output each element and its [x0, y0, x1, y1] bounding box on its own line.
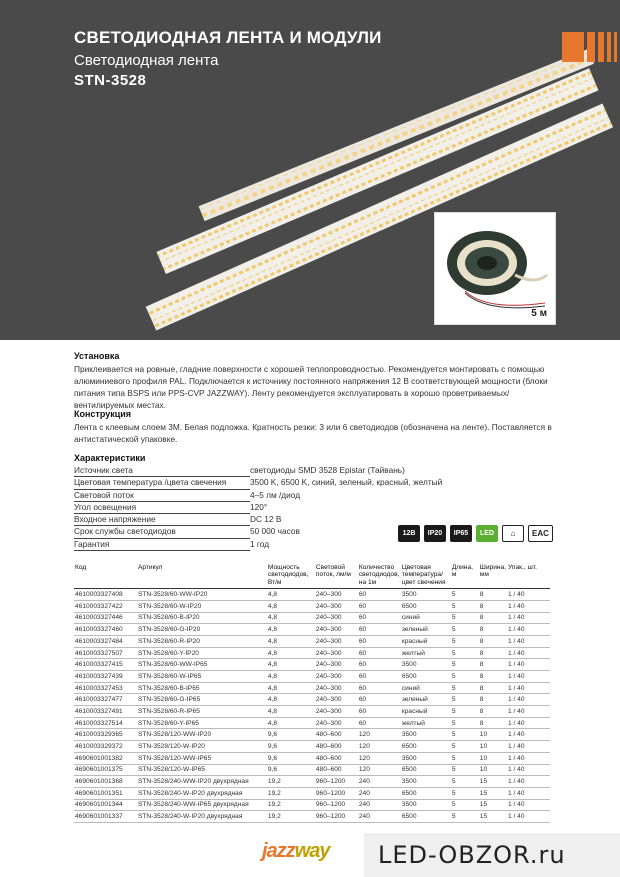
table-cell: 60 — [358, 694, 401, 706]
table-header-row — [74, 562, 550, 589]
table-cell: 10 — [479, 764, 507, 776]
table-cell: 4610003329372 — [74, 741, 137, 753]
table-cell: 6500 — [401, 811, 451, 823]
table-cell: 4610003327484 — [74, 635, 137, 647]
reel-length-label: 5 м — [531, 308, 547, 319]
table-row — [74, 635, 550, 647]
spec-label: Световой поток — [74, 490, 250, 502]
spec-value: DC 12 В — [250, 514, 282, 525]
table-body — [74, 589, 550, 823]
table-cell: 6500 — [401, 764, 451, 776]
table-cell: STN-3528/60-G-IP65 — [137, 694, 267, 706]
table-row — [74, 659, 550, 671]
spec-value: 120° — [250, 501, 268, 512]
table-row — [74, 729, 550, 741]
table-row — [74, 612, 550, 624]
table-cell: 240–300 — [315, 671, 358, 683]
table-cell: 1 / 40 — [507, 671, 550, 683]
eac-mark-icon: EAC — [528, 525, 553, 542]
table-cell: желтый — [401, 717, 451, 729]
table-cell: 3500 — [401, 729, 451, 741]
table-cell: 960–1200 — [315, 811, 358, 823]
table-cell: 8 — [479, 659, 507, 671]
table-cell: 5 — [451, 741, 479, 753]
page-subtitle: Светодиодная лента — [74, 52, 219, 69]
table-cell: 240–300 — [315, 682, 358, 694]
table-cell: 9,6 — [267, 729, 315, 741]
table-cell: STN-3528/60-B-IP20 — [137, 612, 267, 624]
table-cell: 240 — [358, 776, 401, 788]
table-cell: 8 — [479, 589, 507, 601]
table-row — [74, 647, 550, 659]
table-row — [74, 624, 550, 636]
table-cell: STN-3528/60-Y-IP65 — [137, 717, 267, 729]
table-cell: 240–300 — [315, 647, 358, 659]
table-cell: STN-3528/120-WW-IP20 — [137, 729, 267, 741]
spec-value: светодиоды SMD 3528 Epistar (Тайвань) — [250, 465, 405, 475]
table-cell: 1 / 40 — [507, 811, 550, 823]
table-cell: 1 / 40 — [507, 764, 550, 776]
table-row — [74, 671, 550, 683]
table-cell: 5 — [451, 659, 479, 671]
table-cell: 15 — [479, 811, 507, 823]
table-row — [74, 799, 550, 811]
table-cell: 4690601001368 — [74, 776, 137, 788]
table-cell: 4,8 — [267, 647, 315, 659]
table-cell: 60 — [358, 612, 401, 624]
table-cell: 1 / 40 — [507, 741, 550, 753]
table-cell: 60 — [358, 647, 401, 659]
table-cell: 240 — [358, 811, 401, 823]
table-cell: 8 — [479, 717, 507, 729]
table-cell: 4690601001375 — [74, 764, 137, 776]
table-cell: 240–300 — [315, 717, 358, 729]
table-cell: 5 — [451, 694, 479, 706]
table-row — [74, 752, 550, 764]
table-cell: 120 — [358, 752, 401, 764]
model-name: STN-3528 — [74, 72, 147, 89]
construction-heading: Конструкция — [74, 409, 132, 419]
table-cell: 60 — [358, 706, 401, 718]
table-cell: 5 — [451, 729, 479, 741]
table-cell: 3500 — [401, 776, 451, 788]
table-cell: 15 — [479, 787, 507, 799]
table-cell: 240–300 — [315, 694, 358, 706]
table-cell: 1 / 40 — [507, 624, 550, 636]
table-cell: 240 — [358, 787, 401, 799]
table-cell: 120 — [358, 729, 401, 741]
table-row — [74, 776, 550, 788]
table-cell: 4,8 — [267, 612, 315, 624]
table-cell: 8 — [479, 706, 507, 718]
reel-photo — [434, 212, 556, 325]
spec-label: Входное напряжение — [74, 514, 250, 526]
table-cell: 4610003327514 — [74, 717, 137, 729]
table-cell: 4690601001344 — [74, 799, 137, 811]
table-cell: 4610003327422 — [74, 600, 137, 612]
table-cell: 3500 — [401, 752, 451, 764]
table-cell: 8 — [479, 600, 507, 612]
table-cell: STN-3528/120-W-IP65 — [137, 764, 267, 776]
table-row — [74, 600, 550, 612]
table-cell: 5 — [451, 600, 479, 612]
table-cell: 4610003327507 — [74, 647, 137, 659]
product-table — [74, 562, 550, 823]
table-cell: зеленый — [401, 694, 451, 706]
spec-row — [74, 465, 554, 477]
table-cell: 19,2 — [267, 811, 315, 823]
table-cell: 60 — [358, 589, 401, 601]
table-cell: 1 / 40 — [507, 706, 550, 718]
table-cell: 10 — [479, 752, 507, 764]
table-row — [74, 811, 550, 823]
table-cell: 240–300 — [315, 635, 358, 647]
table-cell: 10 — [479, 741, 507, 753]
construction-section — [74, 408, 554, 445]
table-cell: 60 — [358, 624, 401, 636]
indoor-icon: ⌂ — [502, 525, 524, 542]
table-cell: STN-3528/60-G-IP20 — [137, 624, 267, 636]
table-cell: 960–1200 — [315, 787, 358, 799]
table-cell: 4,8 — [267, 706, 315, 718]
col-header: Упак., шт. — [507, 562, 550, 589]
table-cell: 6500 — [401, 741, 451, 753]
table-row — [74, 787, 550, 799]
table-cell: STN-3528/60-R-IP65 — [137, 706, 267, 718]
table-cell: 1 / 40 — [507, 635, 550, 647]
table-cell: 8 — [479, 694, 507, 706]
table-cell: 19,2 — [267, 799, 315, 811]
table-cell: 19,2 — [267, 787, 315, 799]
spec-label: Срок службы светодиодов — [74, 526, 250, 538]
table-cell: 60 — [358, 671, 401, 683]
table-cell: красный — [401, 635, 451, 647]
table-cell: 1 / 40 — [507, 647, 550, 659]
table-cell: 4,8 — [267, 671, 315, 683]
table-cell: 6500 — [401, 600, 451, 612]
table-cell: 5 — [451, 635, 479, 647]
hero-banner — [0, 0, 620, 340]
table-cell: 19,2 — [267, 776, 315, 788]
spec-value: 50 000 часов — [250, 526, 300, 537]
spec-value: 4–5 лм /диод — [250, 489, 301, 500]
table-cell: 1 / 40 — [507, 612, 550, 624]
table-cell: 4,8 — [267, 717, 315, 729]
table-cell: 9,6 — [267, 764, 315, 776]
table-cell: 5 — [451, 717, 479, 729]
spec-row — [74, 490, 554, 502]
jazzway-logo — [262, 840, 330, 863]
table-cell: 3500 — [401, 589, 451, 601]
table-cell: 8 — [479, 682, 507, 694]
spec-label: Гарантия — [74, 539, 250, 551]
table-cell: 60 — [358, 717, 401, 729]
table-cell: 6500 — [401, 787, 451, 799]
table-cell: 1 / 40 — [507, 787, 550, 799]
table-cell: 10 — [479, 729, 507, 741]
table-cell: 4610003327439 — [74, 671, 137, 683]
col-header: Код — [74, 562, 137, 589]
table-cell: 3500 — [401, 659, 451, 671]
table-cell: STN-3528/60-W-IP20 — [137, 600, 267, 612]
table-cell: синий — [401, 612, 451, 624]
table-cell: 5 — [451, 647, 479, 659]
led-badge: LED — [476, 525, 498, 542]
table-cell: 4690601001351 — [74, 787, 137, 799]
table-cell: 1 / 40 — [507, 600, 550, 612]
brand-part-b: way — [294, 840, 330, 862]
table-cell: 60 — [358, 600, 401, 612]
spec-value: 1 год — [250, 538, 270, 549]
spec-value: 3500 K, 6500 K, синий, зеленый, красный, желтый — [250, 477, 443, 488]
table-cell: зеленый — [401, 624, 451, 636]
col-header: Длина, м — [451, 562, 479, 589]
installation-heading: Установка — [74, 351, 120, 361]
spec-row — [74, 477, 554, 489]
table-cell: STN-3528/60-WW-IP20 — [137, 589, 267, 601]
table-cell: 5 — [451, 671, 479, 683]
table-cell: 60 — [358, 635, 401, 647]
table-cell: 4,8 — [267, 589, 315, 601]
table-cell: 960–1200 — [315, 799, 358, 811]
table-cell: 9,6 — [267, 741, 315, 753]
table-cell: 480–600 — [315, 752, 358, 764]
table-cell: 4610003327446 — [74, 612, 137, 624]
table-cell: 240–300 — [315, 600, 358, 612]
table-cell: 240–300 — [315, 612, 358, 624]
table-cell: STN-3528/60-WW-IP65 — [137, 659, 267, 671]
page-title: СВЕТОДИОДНАЯ ЛЕНТА И МОДУЛИ — [74, 28, 382, 47]
table-cell: 5 — [451, 799, 479, 811]
table-cell: STN-3528/240-WW-IP20 двухрядная — [137, 776, 267, 788]
table-cell: 8 — [479, 647, 507, 659]
col-header: Ширина, мм — [479, 562, 507, 589]
table-cell: 8 — [479, 624, 507, 636]
col-header: Артикул — [137, 562, 267, 589]
table-cell: 15 — [479, 799, 507, 811]
table-cell: 8 — [479, 612, 507, 624]
table-row — [74, 764, 550, 776]
brand-part-a: jazz — [262, 840, 295, 862]
table-cell: 9,6 — [267, 752, 315, 764]
table-cell: 240–300 — [315, 589, 358, 601]
table-cell: 3500 — [401, 799, 451, 811]
table-cell: 5 — [451, 764, 479, 776]
table-cell: 60 — [358, 682, 401, 694]
col-header: Цветовая температура/ цвет свечения — [401, 562, 451, 589]
table-cell: STN-3528/60-R-IP20 — [137, 635, 267, 647]
table-cell: 4610003327453 — [74, 682, 137, 694]
table-row — [74, 682, 550, 694]
table-cell: 8 — [479, 635, 507, 647]
table-cell: 1 / 40 — [507, 659, 550, 671]
table-cell: 1 / 40 — [507, 694, 550, 706]
table-cell: 1 / 40 — [507, 589, 550, 601]
spec-label: Источник света — [74, 465, 250, 477]
table-cell: 4,8 — [267, 600, 315, 612]
table-cell: 480–600 — [315, 729, 358, 741]
site-watermark: LED-OBZOR.ru — [364, 833, 620, 877]
table-row — [74, 589, 550, 601]
table-cell: 5 — [451, 624, 479, 636]
table-cell: 15 — [479, 776, 507, 788]
table-cell: 4610003327408 — [74, 589, 137, 601]
table-cell: STN-3528/240-WW-IP65 двухрядная — [137, 799, 267, 811]
table-row — [74, 741, 550, 753]
table-cell: 4610003327415 — [74, 659, 137, 671]
table-cell: STN-3528/240-W-IP20 двухрядная — [137, 787, 267, 799]
table-cell: красный — [401, 706, 451, 718]
table-cell: 1 / 40 — [507, 752, 550, 764]
table-cell: 240–300 — [315, 624, 358, 636]
spec-label: Угол освещения — [74, 502, 250, 514]
table-cell: 4,8 — [267, 694, 315, 706]
spec-label: Цветовая температура /цвета свечения — [74, 477, 250, 489]
table-cell: STN-3528/60-Y-IP20 — [137, 647, 267, 659]
table-cell: 120 — [358, 764, 401, 776]
specs-heading: Характеристики — [74, 453, 146, 463]
brand-stripes-icon — [562, 32, 620, 62]
certification-badges — [398, 525, 553, 542]
table-cell: 960–1200 — [315, 776, 358, 788]
table-cell: 240–300 — [315, 706, 358, 718]
table-row — [74, 694, 550, 706]
table-cell: 5 — [451, 682, 479, 694]
table-cell: 480–600 — [315, 764, 358, 776]
table-cell: 1 / 40 — [507, 682, 550, 694]
col-header: Световой поток, лм/м — [315, 562, 358, 589]
table-cell: 60 — [358, 659, 401, 671]
table-cell: синий — [401, 682, 451, 694]
table-cell: 4610003327477 — [74, 694, 137, 706]
table-cell: 4690601001337 — [74, 811, 137, 823]
table-cell: 5 — [451, 752, 479, 764]
voltage-badge: 12В — [398, 525, 420, 542]
table-row — [74, 706, 550, 718]
table-cell: STN-3528/120-WW-IP65 — [137, 752, 267, 764]
table-cell: 1 / 40 — [507, 729, 550, 741]
spec-row — [74, 502, 554, 514]
table-cell: 1 / 40 — [507, 799, 550, 811]
table-cell: 5 — [451, 706, 479, 718]
table-cell: 5 — [451, 612, 479, 624]
table-cell: желтый — [401, 647, 451, 659]
table-cell: 8 — [479, 671, 507, 683]
table-row — [74, 717, 550, 729]
table-cell: 240–300 — [315, 659, 358, 671]
table-cell: 1 / 40 — [507, 776, 550, 788]
table-cell: 4610003327460 — [74, 624, 137, 636]
ip20-badge: IP20 — [424, 525, 446, 542]
table-cell: STN-3528/240-W-IP20 двухрядная — [137, 811, 267, 823]
installation-text: Приклеивается на ровные, гладние поверхности с хорошей теплопроводностью. Рекомендуется монтировать с помощью алюминиевого профиля PAL. Подключается к источнику постоянного напряжения 12 В соответствующей мощности (блоки питания типа BSPS или PPS-CVP JAZZWAY). Ленту рекомендуется эксплуатировать в хорошо проветриваемых/вентилируемых местах. — [74, 364, 548, 410]
table-cell: 4610003329365 — [74, 729, 137, 741]
table-cell: 5 — [451, 589, 479, 601]
table-cell: 4,8 — [267, 682, 315, 694]
table-cell: 4,8 — [267, 659, 315, 671]
col-header: Количество светодиодов, на 1м — [358, 562, 401, 589]
construction-text: Лента с клеевым слоем 3М. Белая подложка. Кратность резки: 3 или 6 светодиодов (обозначена на ленте). Поставляется в антистатической упаковке. — [74, 422, 552, 444]
installation-section — [74, 350, 554, 411]
ip65-badge: IP65 — [450, 525, 472, 542]
table-cell: STN-3528/60-W-IP65 — [137, 671, 267, 683]
table-cell: 4,8 — [267, 635, 315, 647]
table-cell: 1 / 40 — [507, 717, 550, 729]
table-cell: 5 — [451, 776, 479, 788]
table-cell: 4,8 — [267, 624, 315, 636]
table-cell: 240 — [358, 799, 401, 811]
table-cell: 120 — [358, 741, 401, 753]
table-cell: 5 — [451, 787, 479, 799]
table-cell: 4690601001382 — [74, 752, 137, 764]
col-header: Мощность светодиодов, Вт/м — [267, 562, 315, 589]
table-cell: 6500 — [401, 671, 451, 683]
table-cell: 4610003327491 — [74, 706, 137, 718]
table-cell: 5 — [451, 811, 479, 823]
table-cell: STN-3528/60-B-IP65 — [137, 682, 267, 694]
table-cell: STN-3528/120-W-IP20 — [137, 741, 267, 753]
table-cell: 480–600 — [315, 741, 358, 753]
